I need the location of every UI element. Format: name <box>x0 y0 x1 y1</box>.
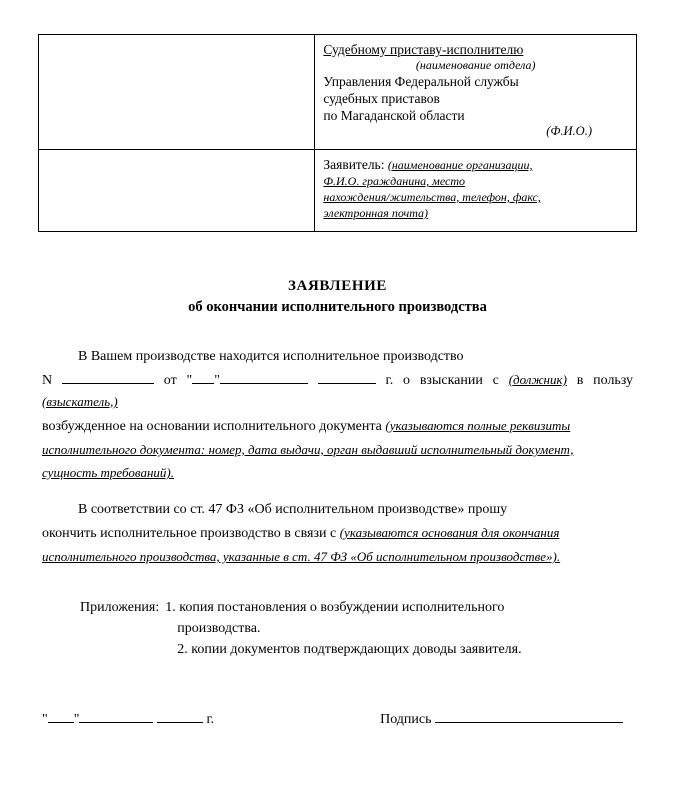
applicant-cell <box>315 150 637 232</box>
footer-quote-open: " <box>42 712 48 727</box>
in-favour-text: в пользу <box>576 373 634 388</box>
footer-year-blank <box>157 722 203 723</box>
addressee-line-4: по Магаданской области <box>323 108 465 123</box>
addressee-line-2: Управления Федеральной службы <box>323 74 519 89</box>
appendix-items <box>159 597 521 660</box>
document-footer <box>38 712 637 728</box>
body-paragraph-1-lead: В Вашем производстве находится исполнительное производство <box>78 349 464 364</box>
requisites-hint-3: сущность требований). <box>42 465 174 480</box>
list-item: 2. копии документов подтверждающих доводы заявителя. <box>177 642 522 657</box>
recovery-text: г. о взыскании с <box>385 373 499 388</box>
applicant-label-line <box>323 156 628 173</box>
body-paragraph-2-line1: В соответствии со ст. 47 ФЗ «Об исполнительном производстве» прошу <box>78 502 508 517</box>
footer-day-blank <box>48 722 74 723</box>
applicant-hint-2: Ф.И.О. гражданина, место <box>323 174 465 188</box>
signature-blank <box>435 722 623 723</box>
list-item-continuation: производства. <box>177 621 261 636</box>
grounds-hint-1: (указываются основания для окончания <box>339 525 560 540</box>
appendix-block <box>38 597 637 660</box>
basis-text: возбужденное на основании исполнительного документа <box>42 419 382 434</box>
table-row <box>39 35 637 150</box>
page-subtitle: об окончании исполнительного производства <box>188 299 487 315</box>
body-paragraph-1-line2 <box>42 369 633 413</box>
body-paragraph-1-line3 <box>42 415 633 437</box>
applicant-hint-3: нахождения/жительства, телефон, факс, <box>323 190 541 204</box>
applicant-label: Заявитель: <box>323 157 385 172</box>
footer-date-group <box>38 712 214 728</box>
date-quote-close: " <box>214 373 220 388</box>
appendix-row <box>80 597 637 660</box>
footer-quote-close: " <box>73 712 80 727</box>
header-address-table <box>38 34 637 232</box>
list-item: 1. копия постановления о возбуждении исполнительного <box>165 600 505 615</box>
month-blank <box>220 383 308 384</box>
date-from-label: от " <box>163 373 193 388</box>
document-title-block <box>38 278 637 316</box>
grounds-hint-2: исполнительного производства, указанные в ст. 47 ФЗ «Об исполнительном производстве»). <box>42 549 561 564</box>
addressee-line-1: Судебному приставу-исполнителю <box>323 42 524 57</box>
requisites-hint-1: (указываются полные реквизиты <box>385 418 571 433</box>
addressee-hint-department: (наименование отдела) <box>415 58 536 72</box>
terminate-text: окончить исполнительное производство в связи с <box>42 526 337 541</box>
footer-month-blank <box>79 722 153 723</box>
case-number-label: N <box>42 373 53 388</box>
header-addressee-cell <box>315 35 637 150</box>
case-number-blank <box>62 383 154 384</box>
claimant-hint: (взыскатель,) <box>42 394 118 409</box>
body-paragraph-2-line2 <box>42 522 633 544</box>
table-row <box>39 150 637 232</box>
addressee-hint-fio: (Ф.И.О.) <box>546 124 592 138</box>
requisites-hint-2: исполнительного документа: номер, дата выдачи, орган выдавший исполнительный документ, <box>42 442 574 457</box>
footer-year-suffix: г. <box>206 712 215 727</box>
header-left-cell-empty <box>39 35 315 150</box>
appendix-label: Приложения: <box>80 600 160 615</box>
debtor-hint: (должник) <box>508 372 567 387</box>
document-body <box>38 346 637 567</box>
applicant-hint-4: электронная почта) <box>323 206 429 220</box>
day-blank <box>192 383 214 384</box>
signature-label: Подпись <box>380 712 432 727</box>
addressee-line-3: судебных приставов <box>323 91 440 106</box>
footer-signature-group <box>380 712 637 728</box>
applicant-hint-1: (наименование организации, <box>387 158 533 172</box>
applicant-left-cell-empty <box>39 150 315 232</box>
year-blank <box>318 383 376 384</box>
page-title: ЗАЯВЛЕНИЕ <box>288 278 387 294</box>
footer-row <box>38 712 637 728</box>
